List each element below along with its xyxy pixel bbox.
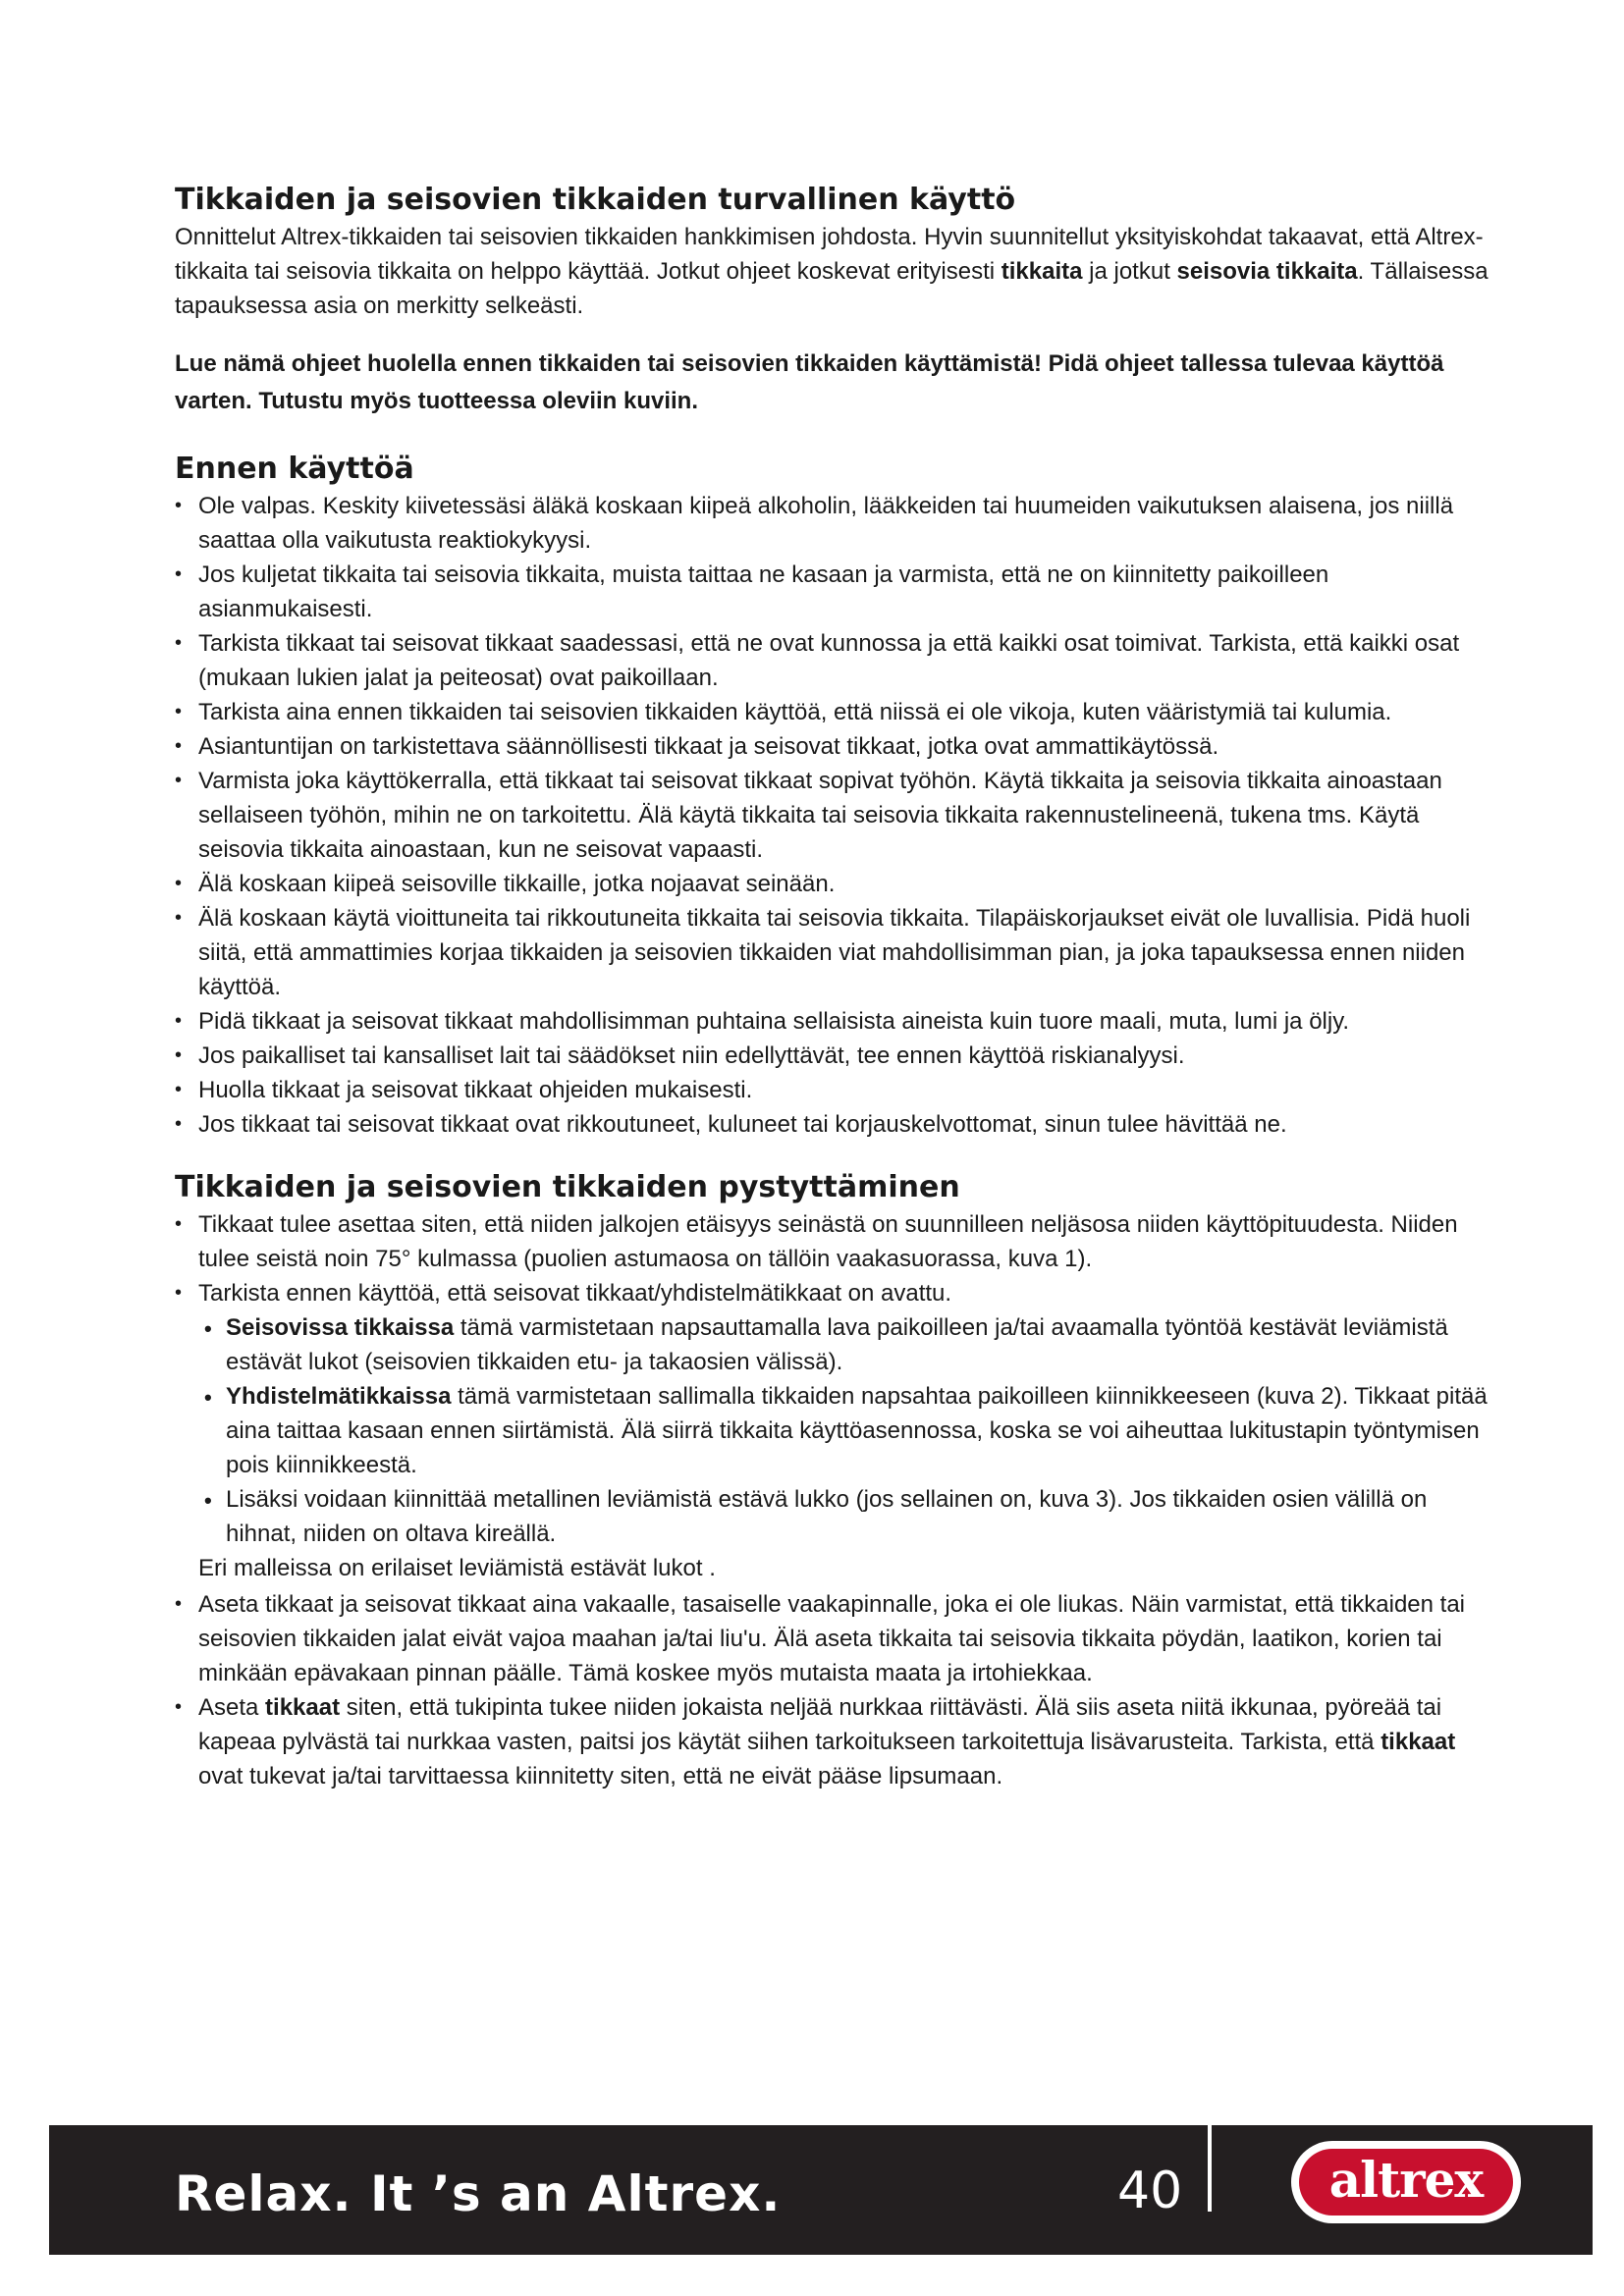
footer-divider bbox=[1208, 2125, 1212, 2212]
page-title: Tikkaiden ja seisovien tikkaiden turvallinen käyttö bbox=[175, 183, 1016, 217]
intro-text-2: ja jotkut bbox=[1082, 258, 1177, 285]
list-item: • Ole valpas. Keskity kiivetessäsi äläkä koskaan kiipeä alkoholin, lääkkeiden tai huumeiden vaikutuksen alaisena, jos niillä saattaa olla vaikutusta reaktiokykyysi. bbox=[175, 489, 1490, 558]
page-content bbox=[175, 183, 1490, 1793]
list-item: • Älä koskaan kiipeä seisoville tikkaille, jotka nojaavat seinään. bbox=[175, 867, 1490, 901]
section-heading-before-use: Ennen käyttöä bbox=[175, 452, 414, 486]
sub-item-bold: Yhdistelmätikkaissa bbox=[226, 1383, 452, 1410]
logo-text: altrex bbox=[1328, 2151, 1484, 2209]
before-use-list bbox=[175, 489, 1490, 1142]
intro-bold-stepladders: seisovia tikkaita bbox=[1176, 258, 1358, 285]
list-item: • Asiantuntijan on tarkistettava säännöllisesti tikkaat ja seisovat tikkaat, jotka ovat ammattikäytössä. bbox=[175, 729, 1490, 764]
sub-item-text: tämä varmistetaan napsauttamalla lava paikoilleen ja/tai avaamalla työntöä kestävät leviämistä estävät lukot (seisovien tikkaiden etu- ja takaosien välissä). bbox=[226, 1314, 1448, 1375]
sub-list-item bbox=[175, 1310, 1490, 1379]
section-heading-setup: Tikkaiden ja seisovien tikkaiden pystyttäminen bbox=[175, 1170, 960, 1204]
anti-spread-note: Eri malleissa on erilaiset leviämistä estävät lukot . bbox=[198, 1555, 716, 1581]
list-item: • Tarkista tikkaat tai seisovat tikkaat saadessasi, että ne ovat kunnossa ja että kaikki osat toimivat. Tarkista, että kaikki osat (mukaan lukien jalat ja peiteosat) ovat paikoillaan. bbox=[175, 626, 1490, 695]
setup-list bbox=[175, 1207, 1490, 1310]
altrex-logo bbox=[1288, 2133, 1524, 2231]
sub-item-bold: Seisovissa tikkaissa bbox=[226, 1314, 455, 1341]
list-item: • Tarkista ennen käyttöä, että seisovat tikkaat/yhdistelmätikkaat on avattu. bbox=[175, 1276, 1490, 1310]
intro-bold-ladders: tikkaita bbox=[1001, 258, 1083, 285]
item-bold: tikkaat bbox=[265, 1694, 341, 1721]
sub-list-item bbox=[175, 1379, 1490, 1482]
list-item: • Tarkista aina ennen tikkaiden tai seisovien tikkaiden käyttöä, että niissä ei ole vikoja, kuten vääristymiä tai kulumia. bbox=[175, 695, 1490, 729]
important-note: Lue nämä ohjeet huolella ennen tikkaiden tai seisovien tikkaiden käyttämistä! Pidä ohjeet tallessa tulevaa käyttöä varten. Tutustu myös tuotteessa oleviin kuviin. bbox=[175, 350, 1444, 414]
setup-sublist bbox=[175, 1310, 1490, 1551]
list-item: • Jos paikalliset tai kansalliset lait tai säädökset niin edellyttävät, tee ennen käyttöä riskianalyysi. bbox=[175, 1039, 1490, 1073]
list-item: • Tikkaat tulee asettaa siten, että niiden jalkojen etäisyys seinästä on suunnilleen neljäsosa niiden käyttöpituudesta. Niiden tulee seistä noin 75° kulmassa (puolien astumaosa on tällöin vaakasuorassa, kuva 1). bbox=[175, 1207, 1490, 1276]
page-number: 40 bbox=[1117, 2162, 1183, 2220]
footer-bar bbox=[49, 2125, 1593, 2255]
list-item: • Varmista joka käyttökerralla, että tikkaat tai seisovat tikkaat sopivat työhön. Käytä tikkaita ja seisovia tikkaita ainoastaan sellaiseen työhön, mihin ne on tarkoitettu. Älä käytä tikkaita tai seisovia tikkaita rakennustelineenä, tukena tms. Käytä seisovia tikkaita ainoastaan, kun ne seisovat vapaasti. bbox=[175, 764, 1490, 867]
footer-slogan: Relax. It ’s an Altrex. bbox=[175, 2165, 782, 2222]
intro-paragraph bbox=[175, 220, 1490, 323]
intro-text-1: Onnittelut Altrex-tikkaiden tai seisovien tikkaiden hankkimisen johdosta. Hyvin suunnitellut yksityiskohdat takaavat, että Altrex-tikkaita tai seisovia tikkaita on helppo käyttää. Jotkut ohjeet koskevat erityisesti bbox=[175, 224, 1484, 285]
list-item: • Pidä tikkaat ja seisovat tikkaat mahdollisimman puhtaina sellaisista aineista kuin tuore maali, muta, lumi ja öljy. bbox=[175, 1004, 1490, 1039]
list-item: • Älä koskaan käytä vioittuneita tai rikkoutuneita tikkaita tai seisovia tikkaita. Tilapäiskorjaukset eivät ole luvallisia. Pidä huoli siitä, että ammattimies korjaa tikkaiden ja seisovien tikkaiden viat mahdollisimman pian, ja joka tapauksessa ennen niiden käyttöä. bbox=[175, 901, 1490, 1004]
item-text: ovat tukevat ja/tai tarvittaessa kiinnitetty siten, että ne eivät pääse lipsumaan. bbox=[198, 1763, 1003, 1789]
item-bold: tikkaat bbox=[1380, 1729, 1456, 1755]
item-text: Aseta bbox=[198, 1694, 266, 1721]
list-item bbox=[175, 1690, 1490, 1793]
list-item: • Huolla tikkaat ja seisovat tikkaat ohjeiden mukaisesti. bbox=[175, 1073, 1490, 1107]
list-item: • Aseta tikkaat ja seisovat tikkaat aina vakaalle, tasaiselle vaakapinnalle, joka ei ole liukas. Näin varmistat, että tikkaiden tai seisovien tikkaiden jalat eivät vajoa maahan ja/tai liu'u. Älä aseta tikkaita tai seisovia tikkaita pöydän, laatikon, korien tai minkään epävakaan pinnan päälle. Tämä koskee myös mutaista maata ja irtohiekkaa. bbox=[175, 1587, 1490, 1690]
list-item: • Jos tikkaat tai seisovat tikkaat ovat rikkoutuneet, kuluneet tai korjauskelvottomat, sinun tulee hävittää ne. bbox=[175, 1107, 1490, 1142]
sub-item-text: tämä varmistetaan sallimalla tikkaiden napsahtaa paikoilleen kiinnikkeeseen (kuva 2). Tikkaat pitää aina taittaa kasaan ennen siirtämistä. Älä siirrä tikkaita käyttöasennossa, koska se voi aiheuttaa lukitustapin työntymisen pois kiinnikkeestä. bbox=[226, 1383, 1488, 1478]
item-text: siten, että tukipinta tukee niiden jokaista neljää nurkkaa riittävästi. Älä siis aseta niitä ikkunaa, pyöreää tai kapeaa pylvästä tai nurkkaa vasten, paitsi jos käytät siihen tarkoitukseen tarkoitettuja lisävarusteita. Tarkista, että bbox=[198, 1694, 1442, 1755]
sub-list-item: • Lisäksi voidaan kiinnittää metallinen leviämistä estävä lukko (jos sellainen on, kuva 3). Jos tikkaiden osien välillä on hihnat, niiden on oltava kireällä. bbox=[175, 1482, 1490, 1551]
list-item: • Jos kuljetat tikkaita tai seisovia tikkaita, muista taittaa ne kasaan ja varmista, että ne on kiinnitetty paikoilleen asianmukaisesti. bbox=[175, 558, 1490, 626]
setup-list-continued bbox=[175, 1587, 1490, 1793]
intro-text-3: . Tällaisessa tapauksessa asia on merkitty selkeästi. bbox=[175, 258, 1489, 319]
